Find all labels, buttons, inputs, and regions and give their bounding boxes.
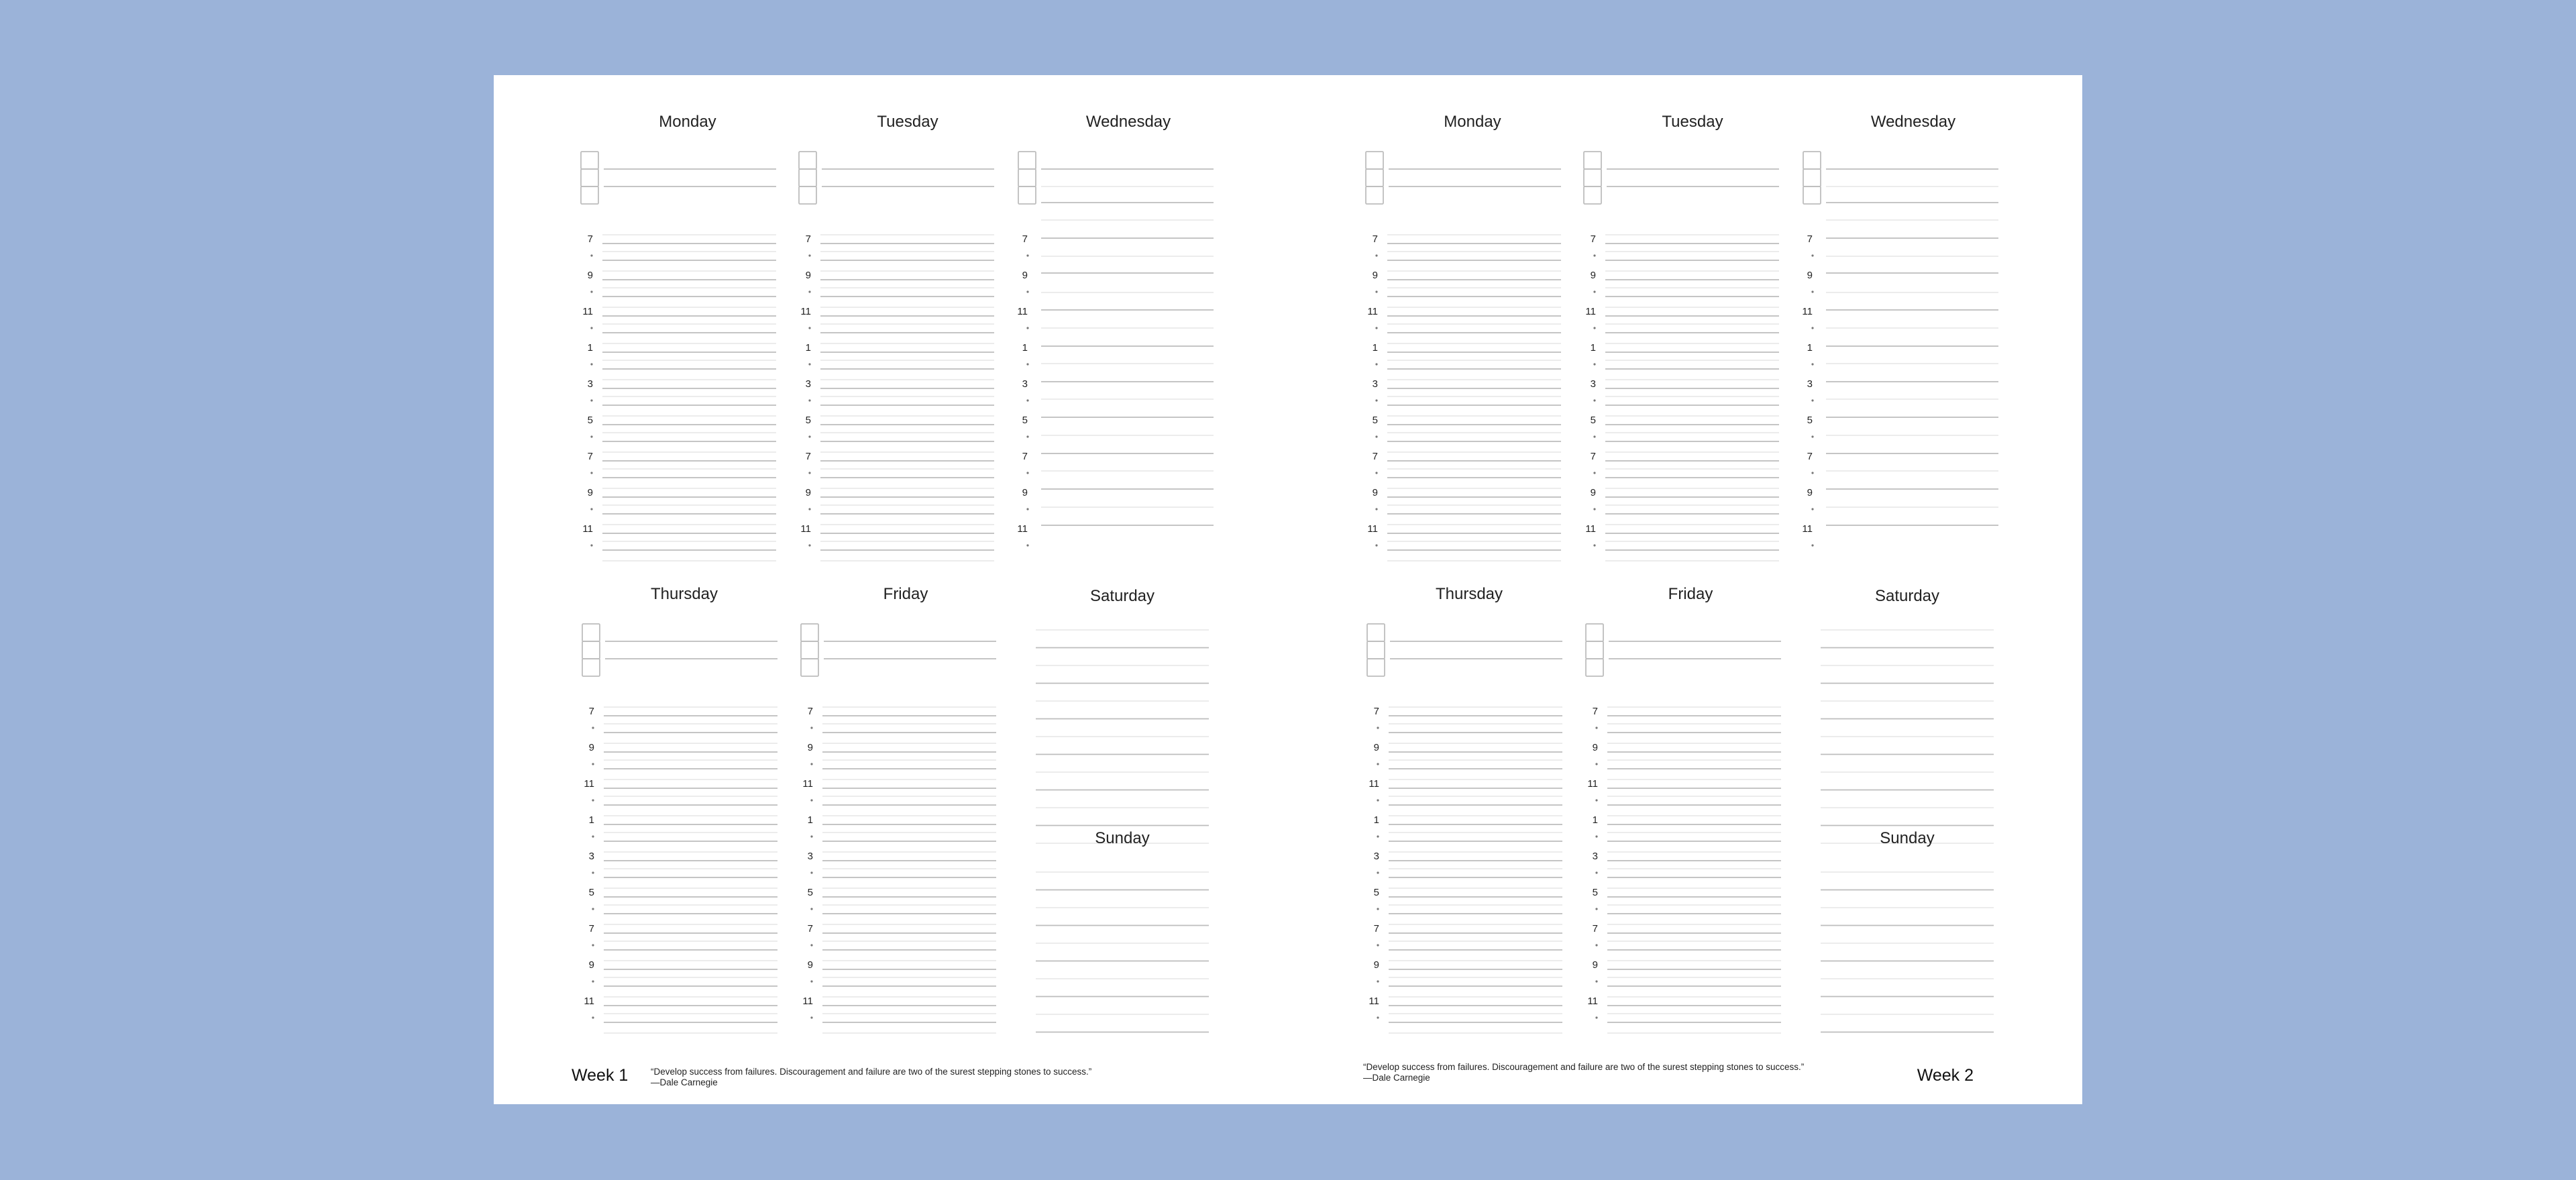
week-spread bbox=[1363, 113, 1998, 1085]
hour-label: 11 bbox=[1367, 306, 1378, 317]
hour-label: 7 bbox=[588, 923, 594, 934]
day-title: Saturday bbox=[1874, 587, 1940, 605]
half-hour-dot bbox=[808, 290, 810, 292]
hour-label: 3 bbox=[1590, 378, 1596, 390]
hour-label: 1 bbox=[1022, 342, 1028, 354]
day-title: Thursday bbox=[650, 585, 718, 603]
day-title: Tuesday bbox=[1662, 113, 1723, 131]
day-column-wednesday bbox=[1802, 113, 1998, 547]
hour-label: 9 bbox=[1373, 742, 1379, 753]
hour-label: 9 bbox=[1590, 270, 1596, 281]
half-hour-dot bbox=[1811, 327, 1813, 329]
hour-label: 1 bbox=[807, 814, 813, 826]
day-column bbox=[801, 585, 996, 1033]
day-column bbox=[799, 113, 994, 561]
day-column-wednesday bbox=[1017, 113, 1214, 547]
quote-text: “Develop success from failures. Discouragement and failure are two of the surest stepping stones to success.” bbox=[651, 1067, 1092, 1077]
hour-label: 5 bbox=[588, 887, 594, 898]
half-hour-dot bbox=[590, 363, 592, 365]
hour-label: 1 bbox=[1807, 342, 1813, 354]
hour-label: 9 bbox=[588, 959, 594, 971]
hour-label: 3 bbox=[587, 378, 593, 390]
half-hour-dot bbox=[808, 254, 810, 256]
half-hour-dot bbox=[1811, 363, 1813, 365]
hour-label: 1 bbox=[1592, 814, 1598, 826]
half-hour-dot bbox=[592, 763, 594, 765]
half-hour-dot bbox=[592, 1016, 594, 1018]
half-hour-dot bbox=[808, 435, 810, 437]
checkbox bbox=[582, 624, 600, 641]
half-hour-dot bbox=[1375, 399, 1377, 401]
hour-label: 9 bbox=[1807, 270, 1813, 281]
hour-label: 9 bbox=[807, 742, 813, 753]
day-title: Wednesday bbox=[1870, 113, 1956, 131]
half-hour-dot bbox=[590, 508, 592, 510]
hour-label: 9 bbox=[587, 487, 593, 498]
hour-label: 9 bbox=[1807, 487, 1813, 498]
checkbox bbox=[1367, 659, 1385, 676]
hour-label: 9 bbox=[1590, 487, 1596, 498]
hour-label: 7 bbox=[807, 706, 813, 717]
hour-label: 3 bbox=[1372, 378, 1378, 390]
hour-label: 7 bbox=[805, 233, 811, 245]
hour-label: 7 bbox=[1807, 233, 1813, 245]
checkbox bbox=[1018, 186, 1036, 204]
half-hour-dot bbox=[1026, 363, 1028, 365]
hour-label: 11 bbox=[584, 996, 594, 1007]
half-hour-dot bbox=[808, 472, 810, 474]
hour-label: 3 bbox=[807, 851, 813, 862]
saturday-block bbox=[1036, 587, 1209, 843]
half-hour-dot bbox=[1026, 327, 1028, 329]
hour-label: 3 bbox=[588, 851, 594, 862]
hour-label: 5 bbox=[1373, 887, 1379, 898]
half-hour-dot bbox=[592, 908, 594, 910]
half-hour-dot bbox=[1377, 944, 1379, 946]
half-hour-dot bbox=[1377, 1016, 1379, 1018]
checkbox bbox=[581, 186, 598, 204]
planner-page bbox=[494, 75, 2082, 1104]
hour-label: 11 bbox=[1585, 306, 1596, 317]
hour-label: 7 bbox=[588, 706, 594, 717]
half-hour-dot bbox=[1593, 363, 1595, 365]
half-hour-dot bbox=[1377, 763, 1379, 765]
checkbox bbox=[801, 641, 818, 659]
half-hour-dot bbox=[592, 944, 594, 946]
hour-label: 9 bbox=[1022, 270, 1028, 281]
day-column bbox=[1366, 113, 1561, 561]
half-hour-dot bbox=[592, 799, 594, 801]
hour-label: 11 bbox=[1367, 523, 1378, 535]
checkbox bbox=[801, 659, 818, 676]
hour-label: 9 bbox=[1592, 742, 1598, 753]
checkbox bbox=[1018, 169, 1036, 186]
hour-label: 7 bbox=[587, 233, 593, 245]
half-hour-dot bbox=[1026, 290, 1028, 292]
hour-label: 9 bbox=[588, 742, 594, 753]
hour-label: 11 bbox=[1802, 523, 1813, 535]
footer bbox=[572, 1066, 1091, 1087]
half-hour-dot bbox=[1811, 508, 1813, 510]
hour-label: 9 bbox=[587, 270, 593, 281]
hour-label: 11 bbox=[582, 523, 593, 535]
quote-author: —Dale Carnegie bbox=[651, 1077, 718, 1087]
half-hour-dot bbox=[1593, 544, 1595, 546]
hour-label: 1 bbox=[1372, 342, 1378, 354]
day-title: Wednesday bbox=[1085, 113, 1171, 131]
half-hour-dot bbox=[808, 399, 810, 401]
half-hour-dot bbox=[1595, 727, 1597, 729]
hour-label: 5 bbox=[1372, 415, 1378, 426]
hour-label: 7 bbox=[1592, 923, 1598, 934]
hour-label: 5 bbox=[1807, 415, 1813, 426]
checkbox bbox=[1584, 186, 1601, 204]
hour-label: 11 bbox=[584, 778, 594, 790]
hour-label: 11 bbox=[1017, 306, 1028, 317]
quote-text: “Develop success from failures. Discouragement and failure are two of the surest stepping stones to success.” bbox=[1363, 1062, 1805, 1072]
hour-label: 7 bbox=[1807, 451, 1813, 462]
half-hour-dot bbox=[590, 290, 592, 292]
hour-label: 7 bbox=[1372, 233, 1378, 245]
half-hour-dot bbox=[1377, 799, 1379, 801]
half-hour-dot bbox=[810, 908, 812, 910]
day-column bbox=[1367, 585, 1562, 1033]
half-hour-dot bbox=[1377, 835, 1379, 837]
half-hour-dot bbox=[1026, 472, 1028, 474]
half-hour-dot bbox=[1593, 327, 1595, 329]
half-hour-dot bbox=[592, 835, 594, 837]
day-title: Tuesday bbox=[877, 113, 938, 131]
hour-label: 7 bbox=[1592, 706, 1598, 717]
hour-label: 9 bbox=[1373, 959, 1379, 971]
half-hour-dot bbox=[810, 980, 812, 982]
half-hour-dot bbox=[1811, 399, 1813, 401]
half-hour-dot bbox=[810, 799, 812, 801]
hour-label: 3 bbox=[1373, 851, 1379, 862]
day-title: Friday bbox=[883, 585, 928, 603]
hour-label: 11 bbox=[1587, 778, 1598, 790]
half-hour-dot bbox=[1026, 254, 1028, 256]
hour-label: 9 bbox=[805, 487, 811, 498]
half-hour-dot bbox=[590, 399, 592, 401]
half-hour-dot bbox=[1595, 799, 1597, 801]
checkbox bbox=[799, 169, 816, 186]
half-hour-dot bbox=[1593, 290, 1595, 292]
half-hour-dot bbox=[1375, 363, 1377, 365]
half-hour-dot bbox=[810, 835, 812, 837]
planner-spread bbox=[494, 75, 2082, 1104]
half-hour-dot bbox=[808, 508, 810, 510]
hour-label: 1 bbox=[587, 342, 593, 354]
hour-label: 1 bbox=[1590, 342, 1596, 354]
day-title: Monday bbox=[659, 113, 716, 131]
hour-label: 3 bbox=[1022, 378, 1028, 390]
hour-label: 7 bbox=[1590, 451, 1596, 462]
half-hour-dot bbox=[810, 944, 812, 946]
half-hour-dot bbox=[1595, 980, 1597, 982]
hour-label: 3 bbox=[1807, 378, 1813, 390]
checkbox bbox=[1367, 641, 1385, 659]
day-title: Monday bbox=[1444, 113, 1501, 131]
checkbox bbox=[801, 624, 818, 641]
half-hour-dot bbox=[590, 472, 592, 474]
hour-label: 7 bbox=[587, 451, 593, 462]
half-hour-dot bbox=[1595, 944, 1597, 946]
hour-label: 11 bbox=[800, 306, 811, 317]
hour-label: 11 bbox=[802, 778, 813, 790]
hour-label: 7 bbox=[1022, 233, 1028, 245]
checkbox bbox=[1584, 152, 1601, 169]
half-hour-dot bbox=[590, 254, 592, 256]
hour-label: 3 bbox=[805, 378, 811, 390]
checkbox bbox=[1366, 169, 1383, 186]
half-hour-dot bbox=[1026, 508, 1028, 510]
day-title: Sunday bbox=[1880, 829, 1935, 847]
hour-label: 5 bbox=[1592, 887, 1598, 898]
hour-label: 7 bbox=[1373, 923, 1379, 934]
half-hour-dot bbox=[1811, 254, 1813, 256]
checkbox bbox=[581, 169, 598, 186]
half-hour-dot bbox=[1377, 871, 1379, 873]
half-hour-dot bbox=[1593, 254, 1595, 256]
half-hour-dot bbox=[1593, 435, 1595, 437]
hour-label: 9 bbox=[1022, 487, 1028, 498]
hour-label: 9 bbox=[805, 270, 811, 281]
checkbox bbox=[1803, 152, 1821, 169]
hour-label: 9 bbox=[807, 959, 813, 971]
week-label: Week 2 bbox=[1917, 1066, 1974, 1085]
saturday-block bbox=[1821, 587, 1994, 843]
checkbox bbox=[582, 641, 600, 659]
half-hour-dot bbox=[1595, 1016, 1597, 1018]
half-hour-dot bbox=[1375, 435, 1377, 437]
day-column bbox=[1586, 585, 1781, 1033]
half-hour-dot bbox=[1026, 399, 1028, 401]
hour-label: 9 bbox=[1372, 487, 1378, 498]
hour-label: 7 bbox=[1590, 233, 1596, 245]
half-hour-dot bbox=[1595, 763, 1597, 765]
half-hour-dot bbox=[1377, 908, 1379, 910]
hour-label: 7 bbox=[807, 923, 813, 934]
half-hour-dot bbox=[1026, 435, 1028, 437]
checkbox bbox=[1584, 169, 1601, 186]
half-hour-dot bbox=[1811, 290, 1813, 292]
half-hour-dot bbox=[1377, 980, 1379, 982]
half-hour-dot bbox=[810, 1016, 812, 1018]
half-hour-dot bbox=[1811, 435, 1813, 437]
hour-label: 11 bbox=[802, 996, 813, 1007]
hour-label: 7 bbox=[805, 451, 811, 462]
half-hour-dot bbox=[592, 871, 594, 873]
half-hour-dot bbox=[1595, 871, 1597, 873]
half-hour-dot bbox=[810, 727, 812, 729]
day-title: Thursday bbox=[1435, 585, 1503, 603]
hour-label: 7 bbox=[1372, 451, 1378, 462]
day-column bbox=[1584, 113, 1779, 561]
half-hour-dot bbox=[592, 980, 594, 982]
half-hour-dot bbox=[1593, 508, 1595, 510]
sunday-block bbox=[1821, 829, 1994, 1032]
half-hour-dot bbox=[1375, 508, 1377, 510]
hour-label: 5 bbox=[805, 415, 811, 426]
hour-label: 11 bbox=[1368, 778, 1379, 790]
hour-label: 11 bbox=[800, 523, 811, 535]
hour-label: 11 bbox=[582, 306, 593, 317]
hour-label: 5 bbox=[587, 415, 593, 426]
hour-label: 11 bbox=[1585, 523, 1596, 535]
half-hour-dot bbox=[1811, 544, 1813, 546]
day-title: Sunday bbox=[1095, 829, 1150, 847]
half-hour-dot bbox=[1375, 472, 1377, 474]
hour-label: 5 bbox=[1022, 415, 1028, 426]
checkbox bbox=[1367, 624, 1385, 641]
checkbox bbox=[581, 152, 598, 169]
footer bbox=[1363, 1062, 1974, 1085]
hour-label: 1 bbox=[588, 814, 594, 826]
hour-label: 7 bbox=[1373, 706, 1379, 717]
half-hour-dot bbox=[1375, 327, 1377, 329]
hour-label: 11 bbox=[1587, 996, 1598, 1007]
day-column bbox=[581, 113, 776, 561]
half-hour-dot bbox=[810, 763, 812, 765]
hour-label: 11 bbox=[1017, 523, 1028, 535]
half-hour-dot bbox=[808, 327, 810, 329]
half-hour-dot bbox=[1375, 254, 1377, 256]
hour-label: 9 bbox=[1592, 959, 1598, 971]
hour-label: 9 bbox=[1372, 270, 1378, 281]
half-hour-dot bbox=[1377, 727, 1379, 729]
quote-author: —Dale Carnegie bbox=[1363, 1073, 1430, 1083]
half-hour-dot bbox=[1375, 544, 1377, 546]
hour-label: 1 bbox=[1373, 814, 1379, 826]
hour-label: 11 bbox=[1802, 306, 1813, 317]
half-hour-dot bbox=[1595, 835, 1597, 837]
hour-label: 3 bbox=[1592, 851, 1598, 862]
day-title: Friday bbox=[1668, 585, 1713, 603]
hour-label: 7 bbox=[1022, 451, 1028, 462]
hour-label: 11 bbox=[1368, 996, 1379, 1007]
half-hour-dot bbox=[808, 544, 810, 546]
checkbox bbox=[1586, 641, 1603, 659]
half-hour-dot bbox=[808, 363, 810, 365]
half-hour-dot bbox=[1593, 472, 1595, 474]
half-hour-dot bbox=[592, 727, 594, 729]
checkbox bbox=[799, 152, 816, 169]
checkbox bbox=[1586, 624, 1603, 641]
half-hour-dot bbox=[590, 435, 592, 437]
checkbox bbox=[1586, 659, 1603, 676]
checkbox bbox=[1366, 152, 1383, 169]
week-label: Week 1 bbox=[572, 1066, 629, 1085]
checkbox bbox=[799, 186, 816, 204]
half-hour-dot bbox=[810, 871, 812, 873]
checkbox bbox=[1803, 186, 1821, 204]
checkbox bbox=[1366, 186, 1383, 204]
day-column bbox=[582, 585, 777, 1033]
checkbox bbox=[582, 659, 600, 676]
half-hour-dot bbox=[1026, 544, 1028, 546]
checkbox bbox=[1803, 169, 1821, 186]
day-title: Saturday bbox=[1089, 587, 1155, 605]
sunday-block bbox=[1036, 829, 1209, 1032]
half-hour-dot bbox=[1811, 472, 1813, 474]
hour-label: 1 bbox=[805, 342, 811, 354]
checkbox bbox=[1018, 152, 1036, 169]
half-hour-dot bbox=[1375, 290, 1377, 292]
half-hour-dot bbox=[590, 327, 592, 329]
half-hour-dot bbox=[590, 544, 592, 546]
hour-label: 5 bbox=[1590, 415, 1596, 426]
hour-label: 5 bbox=[807, 887, 813, 898]
half-hour-dot bbox=[1595, 908, 1597, 910]
half-hour-dot bbox=[1593, 399, 1595, 401]
week-spread bbox=[572, 113, 1214, 1087]
